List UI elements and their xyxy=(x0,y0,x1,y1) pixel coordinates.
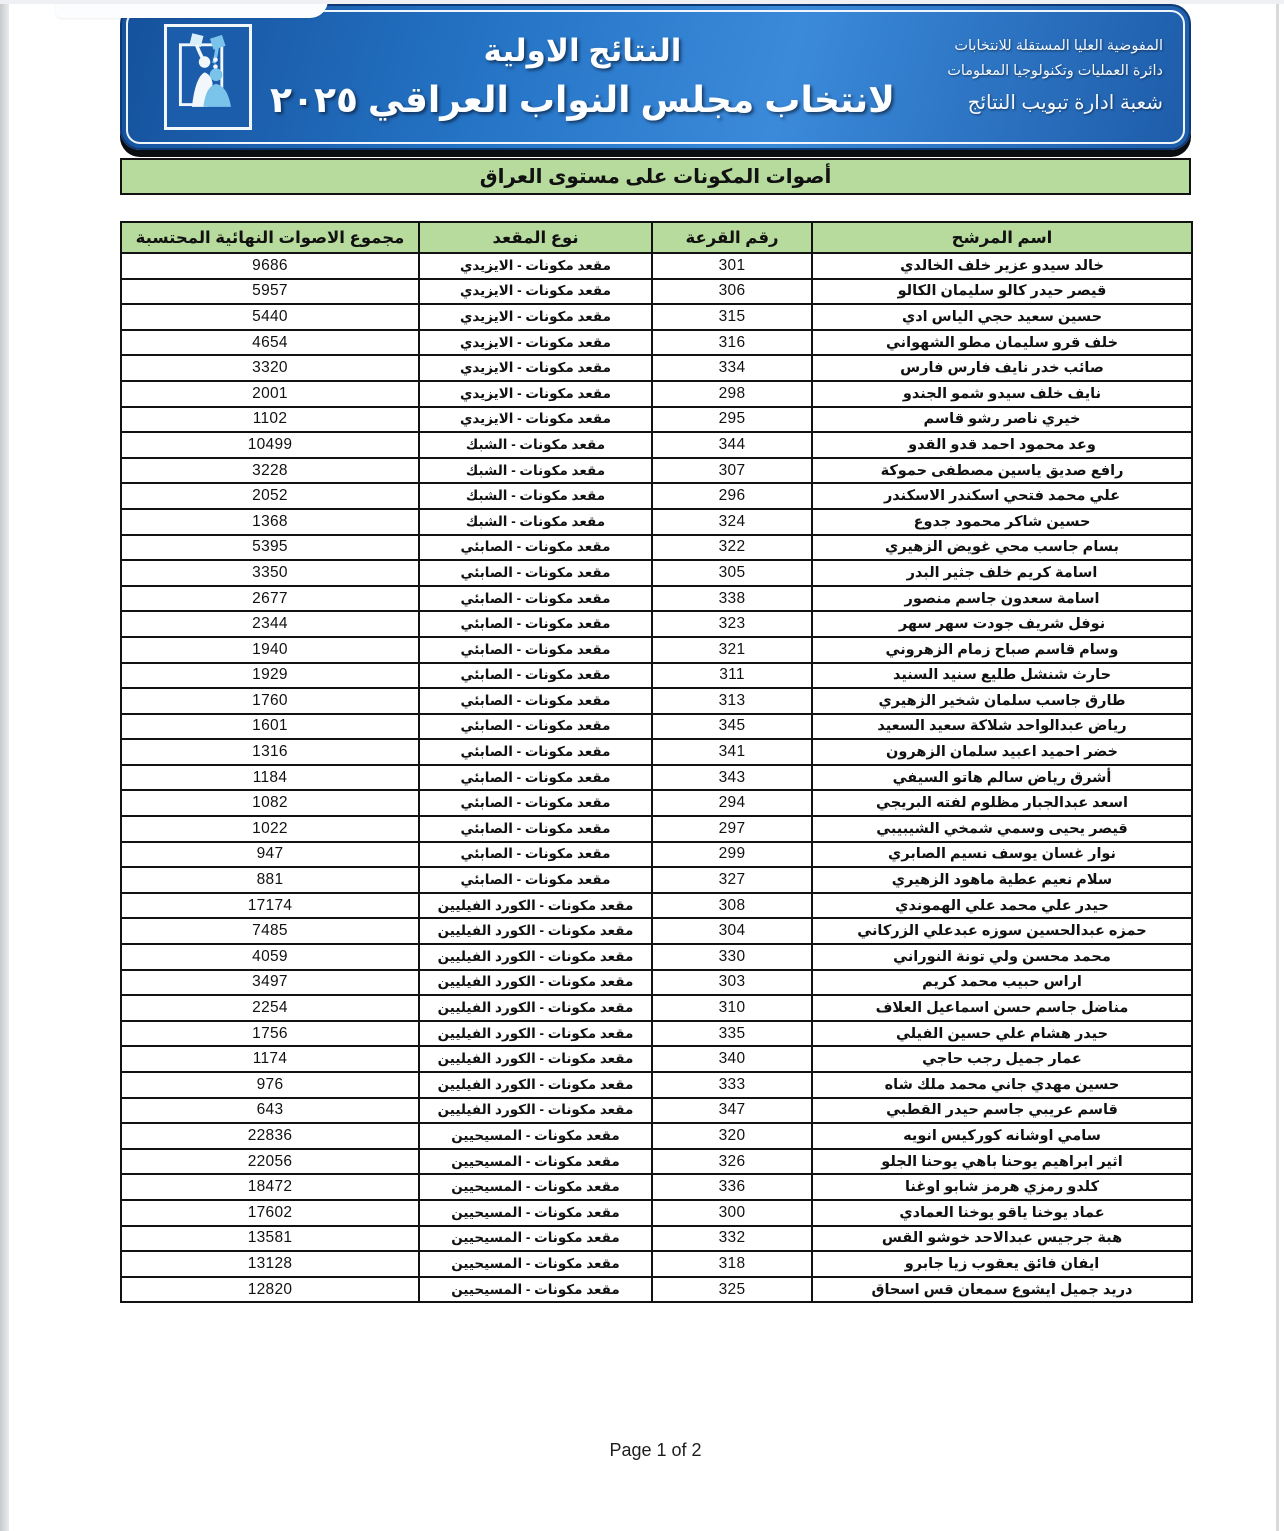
candidate-name-cell: حيدر هشام علي حسين الفيلي xyxy=(812,1021,1192,1047)
votes-cell: 947 xyxy=(121,842,419,868)
lottery-number-cell: 303 xyxy=(652,970,812,996)
table-row xyxy=(121,560,1192,586)
votes-cell: 1760 xyxy=(121,688,419,714)
lottery-number-cell: 310 xyxy=(652,995,812,1021)
seat-type-cell: مقعد مكونات - الشبك xyxy=(419,432,652,458)
lottery-number-cell: 347 xyxy=(652,1098,812,1124)
table-row xyxy=(121,1251,1192,1277)
lottery-number-cell: 301 xyxy=(652,253,812,279)
lottery-number-cell: 304 xyxy=(652,918,812,944)
table-row xyxy=(121,765,1192,791)
seat-type-cell: مقعد مكونات - المسيحيين xyxy=(419,1226,652,1252)
table-row xyxy=(121,253,1192,279)
seat-type-cell: مقعد مكونات - الكورد الفيليين xyxy=(419,995,652,1021)
votes-cell: 5957 xyxy=(121,279,419,305)
seat-type-cell: مقعد مكونات - الصابئي xyxy=(419,611,652,637)
candidate-name-cell: سامي اوشانه كوركيس انويه xyxy=(812,1123,1192,1149)
header-candidate-name: اسم المرشح xyxy=(812,222,1192,253)
table-row xyxy=(121,893,1192,919)
org-line2: دائرة العمليات وتكنولوجيا المعلومات xyxy=(947,63,1163,79)
lottery-number-cell: 344 xyxy=(652,432,812,458)
section-title-bar: أصوات المكونات على مستوى العراق xyxy=(120,158,1191,195)
header-lottery-number: رقم القرعة xyxy=(652,222,812,253)
seat-type-cell: مقعد مكونات - الشبك xyxy=(419,458,652,484)
candidate-name-cell: حمزه عبدالحسين سوزه عبدعلي الزركاني xyxy=(812,918,1192,944)
lottery-number-cell: 335 xyxy=(652,1021,812,1047)
votes-cell: 976 xyxy=(121,1072,419,1098)
table-row xyxy=(121,790,1192,816)
header-banner xyxy=(120,4,1191,150)
lottery-number-cell: 316 xyxy=(652,330,812,356)
ihec-logo xyxy=(164,24,252,130)
seat-type-cell: مقعد مكونات - الصابئي xyxy=(419,816,652,842)
lottery-number-cell: 324 xyxy=(652,509,812,535)
header-total-votes: مجموع الاصوات النهائية المحتسبة xyxy=(121,222,419,253)
votes-cell: 17602 xyxy=(121,1200,419,1226)
table-row xyxy=(121,407,1192,433)
lottery-number-cell: 327 xyxy=(652,867,812,893)
table-row xyxy=(121,381,1192,407)
votes-cell: 3497 xyxy=(121,970,419,996)
votes-cell: 2254 xyxy=(121,995,419,1021)
table-row xyxy=(121,1226,1192,1252)
seat-type-cell: مقعد مكونات - الصابئي xyxy=(419,663,652,689)
lottery-number-cell: 297 xyxy=(652,816,812,842)
votes-cell: 9686 xyxy=(121,253,419,279)
votes-cell: 1184 xyxy=(121,765,419,791)
candidate-name-cell: كلدو رمزي هرمز شابو اوغنا xyxy=(812,1174,1192,1200)
lottery-number-cell: 295 xyxy=(652,407,812,433)
table-row xyxy=(121,1277,1192,1303)
seat-type-cell: مقعد مكونات - الايزيدي xyxy=(419,330,652,356)
lottery-number-cell: 333 xyxy=(652,1072,812,1098)
candidate-name-cell: هبة جرجيس عبدالاحد خوشو القس xyxy=(812,1226,1192,1252)
votes-cell: 1929 xyxy=(121,663,419,689)
lottery-number-cell: 311 xyxy=(652,663,812,689)
lottery-number-cell: 298 xyxy=(652,381,812,407)
candidate-name-cell: عماد يوخنا ياقو يوخنا العمادي xyxy=(812,1200,1192,1226)
seat-type-cell: مقعد مكونات - الصابئي xyxy=(419,586,652,612)
seat-type-cell: مقعد مكونات - الايزيدي xyxy=(419,381,652,407)
candidate-name-cell: علي محمد فتحي اسكندر الاسكندر xyxy=(812,483,1192,509)
candidate-name-cell: مناضل جاسم حسن اسماعيل العلاف xyxy=(812,995,1192,1021)
votes-cell: 1316 xyxy=(121,739,419,765)
header-seat-type: نوع المقعد xyxy=(419,222,652,253)
votes-cell: 12820 xyxy=(121,1277,419,1303)
candidate-name-cell: نوار غسان يوسف نسيم الصابري xyxy=(812,842,1192,868)
candidate-name-cell: حسين مهدي جاني محمد ملك شاه xyxy=(812,1072,1192,1098)
scan-right-edge xyxy=(1276,0,1279,1531)
votes-cell: 1082 xyxy=(121,790,419,816)
votes-cell: 1174 xyxy=(121,1046,419,1072)
votes-cell: 22056 xyxy=(121,1149,419,1175)
table-row xyxy=(121,611,1192,637)
candidate-name-cell: محمد محسن ولي تونة النوراني xyxy=(812,944,1192,970)
lottery-number-cell: 338 xyxy=(652,586,812,612)
votes-cell: 4059 xyxy=(121,944,419,970)
candidate-name-cell: اسعد عبدالجبار مظلوم لفته البريجي xyxy=(812,790,1192,816)
candidate-name-cell: قاسم عريبي جاسم حيدر القطبي xyxy=(812,1098,1192,1124)
votes-cell: 5395 xyxy=(121,535,419,561)
lottery-number-cell: 332 xyxy=(652,1226,812,1252)
table-row xyxy=(121,1123,1192,1149)
seat-type-cell: مقعد مكونات - الصابئي xyxy=(419,535,652,561)
seat-type-cell: مقعد مكونات - الكورد الفيليين xyxy=(419,893,652,919)
candidate-name-cell: رياض عبدالواحد شلاكة سعيد السعيد xyxy=(812,714,1192,740)
candidate-name-cell: سلام نعيم عطية ماهود الزهيري xyxy=(812,867,1192,893)
votes-cell: 17174 xyxy=(121,893,419,919)
lottery-number-cell: 343 xyxy=(652,765,812,791)
table-row xyxy=(121,304,1192,330)
scan-top-edge xyxy=(0,0,1284,4)
banner-title-line1: النتائج الاولية xyxy=(483,33,682,68)
lottery-number-cell: 325 xyxy=(652,1277,812,1303)
candidate-name-cell: حسين شاكر محمود جدوع xyxy=(812,509,1192,535)
table-row xyxy=(121,918,1192,944)
votes-cell: 10499 xyxy=(121,432,419,458)
table-row xyxy=(121,1046,1192,1072)
votes-cell: 1601 xyxy=(121,714,419,740)
seat-type-cell: مقعد مكونات - المسيحيين xyxy=(419,1251,652,1277)
seat-type-cell: مقعد مكونات - الصابئي xyxy=(419,560,652,586)
candidate-name-cell: عمار جميل رجب حاجي xyxy=(812,1046,1192,1072)
seat-type-cell: مقعد مكونات - الايزيدي xyxy=(419,279,652,305)
votes-cell: 881 xyxy=(121,867,419,893)
seat-type-cell: مقعد مكونات - الصابئي xyxy=(419,714,652,740)
table-row xyxy=(121,995,1192,1021)
votes-cell: 1022 xyxy=(121,816,419,842)
candidate-name-cell: اراس حبيب محمد كريم xyxy=(812,970,1192,996)
lottery-number-cell: 341 xyxy=(652,739,812,765)
candidate-name-cell: حسين سعيد حجي الياس ادي xyxy=(812,304,1192,330)
seat-type-cell: مقعد مكونات - المسيحيين xyxy=(419,1123,652,1149)
lottery-number-cell: 305 xyxy=(652,560,812,586)
seat-type-cell: مقعد مكونات - الصابئي xyxy=(419,842,652,868)
seat-type-cell: مقعد مكونات - الايزيدي xyxy=(419,253,652,279)
table-header-row xyxy=(121,222,1192,253)
table-row xyxy=(121,586,1192,612)
seat-type-cell: مقعد مكونات - الكورد الفيليين xyxy=(419,970,652,996)
table-row xyxy=(121,688,1192,714)
votes-cell: 3228 xyxy=(121,458,419,484)
votes-cell: 22836 xyxy=(121,1123,419,1149)
ballot-figures-icon xyxy=(173,31,243,123)
org-line1: المفوضية العليا المستقلة للانتخابات xyxy=(954,38,1163,54)
candidate-name-cell: اسامة كريم خلف جثير البدر xyxy=(812,560,1192,586)
seat-type-cell: مقعد مكونات - المسيحيين xyxy=(419,1174,652,1200)
candidate-name-cell: قيصر حيدر كالو سليمان الكالو xyxy=(812,279,1192,305)
lottery-number-cell: 300 xyxy=(652,1200,812,1226)
votes-cell: 4654 xyxy=(121,330,419,356)
lottery-number-cell: 322 xyxy=(652,535,812,561)
table-row xyxy=(121,714,1192,740)
seat-type-cell: مقعد مكونات - الكورد الفيليين xyxy=(419,1021,652,1047)
seat-type-cell: مقعد مكونات - الشبك xyxy=(419,509,652,535)
seat-type-cell: مقعد مكونات - المسيحيين xyxy=(419,1149,652,1175)
lottery-number-cell: 326 xyxy=(652,1149,812,1175)
seat-type-cell: مقعد مكونات - الصابئي xyxy=(419,790,652,816)
seat-type-cell: مقعد مكونات - الصابئي xyxy=(419,688,652,714)
table-row xyxy=(121,1072,1192,1098)
candidate-name-cell: أشرق رياض سالم هاتو السيفي xyxy=(812,765,1192,791)
lottery-number-cell: 315 xyxy=(652,304,812,330)
scan-left-edge xyxy=(0,0,9,1531)
seat-type-cell: مقعد مكونات - الكورد الفيليين xyxy=(419,1098,652,1124)
seat-type-cell: مقعد مكونات - الصابئي xyxy=(419,637,652,663)
lottery-number-cell: 340 xyxy=(652,1046,812,1072)
seat-type-cell: مقعد مكونات - الصابئي xyxy=(419,867,652,893)
votes-cell: 2677 xyxy=(121,586,419,612)
lottery-number-cell: 330 xyxy=(652,944,812,970)
lottery-number-cell: 345 xyxy=(652,714,812,740)
votes-cell: 3350 xyxy=(121,560,419,586)
votes-cell: 643 xyxy=(121,1098,419,1124)
candidate-name-cell: نايف خلف سيدو شمو الجندو xyxy=(812,381,1192,407)
candidate-name-cell: طارق جاسب سلمان شخير الزهيري xyxy=(812,688,1192,714)
banner-title xyxy=(252,33,913,121)
votes-cell: 1940 xyxy=(121,637,419,663)
table-row xyxy=(121,432,1192,458)
votes-cell: 7485 xyxy=(121,918,419,944)
table-row xyxy=(121,1098,1192,1124)
page-number: Page 1 of 2 xyxy=(609,1440,702,1460)
lottery-number-cell: 294 xyxy=(652,790,812,816)
lottery-number-cell: 334 xyxy=(652,355,812,381)
table-row xyxy=(121,509,1192,535)
table-row xyxy=(121,1149,1192,1175)
votes-cell: 5440 xyxy=(121,304,419,330)
lottery-number-cell: 308 xyxy=(652,893,812,919)
table-row xyxy=(121,970,1192,996)
candidate-name-cell: نوفل شريف جودت سهر سهر xyxy=(812,611,1192,637)
votes-cell: 13128 xyxy=(121,1251,419,1277)
lottery-number-cell: 306 xyxy=(652,279,812,305)
table-row xyxy=(121,483,1192,509)
votes-cell: 18472 xyxy=(121,1174,419,1200)
candidate-name-cell: اثير ابراهيم يوحنا باهي يوحنا الجلو xyxy=(812,1149,1192,1175)
table-row xyxy=(121,355,1192,381)
candidate-name-cell: خلف قرو سليمان مطو الشهواني xyxy=(812,330,1192,356)
lottery-number-cell: 299 xyxy=(652,842,812,868)
candidate-name-cell: قيصر يحيى وسمي شمخي الشيبيبي xyxy=(812,816,1192,842)
lottery-number-cell: 336 xyxy=(652,1174,812,1200)
candidate-name-cell: حيدر علي محمد علي الهموندي xyxy=(812,893,1192,919)
candidate-name-cell: حارث شنشل طليع سنيد السنيد xyxy=(812,663,1192,689)
table-row xyxy=(121,637,1192,663)
banner-organization xyxy=(913,34,1163,120)
lottery-number-cell: 323 xyxy=(652,611,812,637)
seat-type-cell: مقعد مكونات - المسيحيين xyxy=(419,1200,652,1226)
votes-cell: 2344 xyxy=(121,611,419,637)
table-row xyxy=(121,944,1192,970)
table-row xyxy=(121,458,1192,484)
lottery-number-cell: 321 xyxy=(652,637,812,663)
table-row xyxy=(121,816,1192,842)
candidate-name-cell: صائب خدر نايف فارس فارس xyxy=(812,355,1192,381)
seat-type-cell: مقعد مكونات - الكورد الفيليين xyxy=(419,918,652,944)
votes-cell: 1102 xyxy=(121,407,419,433)
table-row xyxy=(121,663,1192,689)
lottery-number-cell: 320 xyxy=(652,1123,812,1149)
table-row xyxy=(121,739,1192,765)
votes-cell: 1368 xyxy=(121,509,419,535)
seat-type-cell: مقعد مكونات - الشبك xyxy=(419,483,652,509)
table-row xyxy=(121,842,1192,868)
votes-cell: 3320 xyxy=(121,355,419,381)
seat-type-cell: مقعد مكونات - الكورد الفيليين xyxy=(419,944,652,970)
banner-title-line2: لانتخاب مجلس النواب العراقي ٢٠٢٥ xyxy=(270,79,895,120)
seat-type-cell: مقعد مكونات - الكورد الفيليين xyxy=(419,1072,652,1098)
table-row xyxy=(121,1200,1192,1226)
lottery-number-cell: 296 xyxy=(652,483,812,509)
table-row xyxy=(121,1021,1192,1047)
candidate-name-cell: دريد جميل ايشوع سمعان قس اسحاق xyxy=(812,1277,1192,1303)
candidate-name-cell: رافع صديق ياسين مصطفى حموكة xyxy=(812,458,1192,484)
results-table xyxy=(120,221,1193,1303)
candidate-name-cell: وعد محمود احمد قدو القدو xyxy=(812,432,1192,458)
lottery-number-cell: 307 xyxy=(652,458,812,484)
seat-type-cell: مقعد مكونات - الايزيدي xyxy=(419,355,652,381)
table-row xyxy=(121,535,1192,561)
candidate-name-cell: بسام جاسب محي غويض الزهيري xyxy=(812,535,1192,561)
candidate-name-cell: خالد سيدو عزير خلف الخالدي xyxy=(812,253,1192,279)
candidate-name-cell: ايفان فائق يعقوب زيا جابرو xyxy=(812,1251,1192,1277)
org-line3: شعبة ادارة تبويب النتائج xyxy=(967,92,1163,114)
candidate-name-cell: خضر احميد اعبيد سلمان الزهرون xyxy=(812,739,1192,765)
table-row xyxy=(121,279,1192,305)
results-table-body xyxy=(121,253,1192,1302)
table-row xyxy=(121,867,1192,893)
votes-cell: 1756 xyxy=(121,1021,419,1047)
votes-cell: 2052 xyxy=(121,483,419,509)
candidate-name-cell: وسام قاسم صباح زمام الزهروني xyxy=(812,637,1192,663)
votes-cell: 13581 xyxy=(121,1226,419,1252)
seat-type-cell: مقعد مكونات - الايزيدي xyxy=(419,304,652,330)
seat-type-cell: مقعد مكونات - المسيحيين xyxy=(419,1277,652,1303)
seat-type-cell: مقعد مكونات - الايزيدي xyxy=(419,407,652,433)
seat-type-cell: مقعد مكونات - الكورد الفيليين xyxy=(419,1046,652,1072)
table-row xyxy=(121,330,1192,356)
lottery-number-cell: 318 xyxy=(652,1251,812,1277)
table-row xyxy=(121,1174,1192,1200)
seat-type-cell: مقعد مكونات - الصابئي xyxy=(419,765,652,791)
lottery-number-cell: 313 xyxy=(652,688,812,714)
votes-cell: 2001 xyxy=(121,381,419,407)
candidate-name-cell: خيري ناصر رشو قاسم xyxy=(812,407,1192,433)
seat-type-cell: مقعد مكونات - الصابئي xyxy=(419,739,652,765)
candidate-name-cell: اسامة سعدون جاسم منصور xyxy=(812,586,1192,612)
